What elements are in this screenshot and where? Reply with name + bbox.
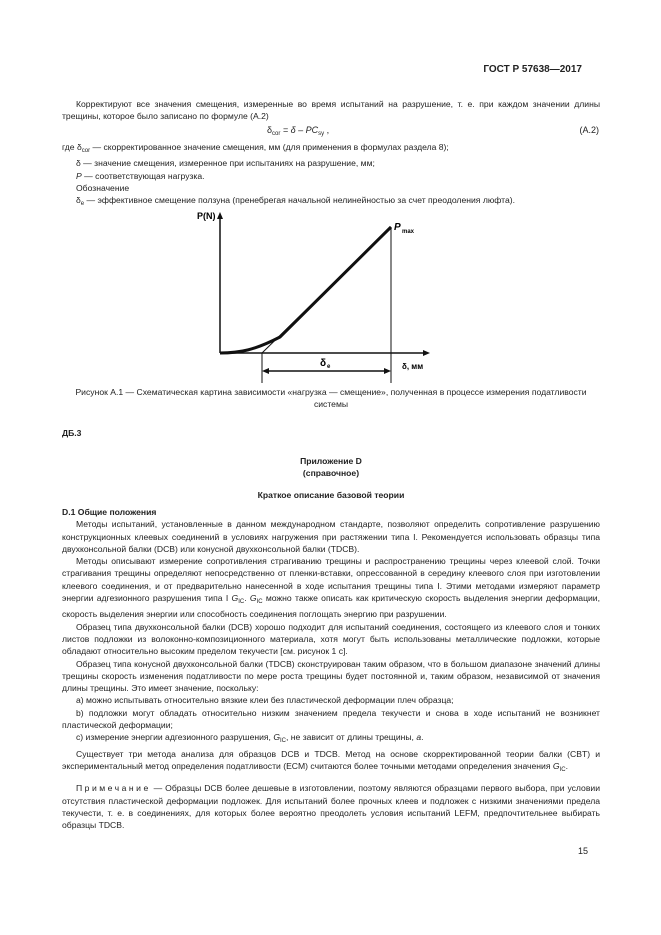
- formula-number: (А.2): [579, 125, 599, 135]
- list-item-c: c) измерение энергии адгезионного разрушения, $G_{IC}$, не зависит от длины трещины, a.: [76, 732, 424, 745]
- sub: IC: [559, 766, 566, 773]
- def-text: — соответствующая нагрузка.: [81, 170, 205, 181]
- formula-end: ,: [324, 125, 330, 135]
- text: , не зависит от длины трещины,: [286, 732, 417, 743]
- delta-e-label: δ: [320, 358, 327, 369]
- definition-delta: δ — значение смещения, измеренное при испытаниях на разрушение, мм;: [76, 158, 375, 169]
- g-symbol: G: [273, 732, 281, 743]
- paragraph: [62, 555, 600, 620]
- formula-lhs: δ: [267, 125, 273, 135]
- a-symbol: a: [416, 732, 422, 743]
- standard-header: ГОСТ Р 57638—2017: [483, 64, 582, 75]
- formula-lhs-sub: cor: [272, 131, 281, 137]
- y-axis-arrow: [217, 212, 223, 219]
- de-arrow-left: [262, 368, 269, 374]
- sym: δ: [76, 142, 82, 152]
- sub: IC: [256, 599, 263, 606]
- formula: [267, 125, 329, 137]
- appendix-heading: Краткое описание базовой теории: [257, 490, 405, 500]
- pmax-sub: max: [402, 229, 415, 235]
- page-number: 15: [578, 846, 589, 856]
- definition-dcor: [62, 141, 515, 157]
- text: c) измерение энергии адгезионного разрушения,: [76, 732, 274, 743]
- paragraph: Образец типа двухконсольной балки (DCB) хорошо подходит для испытаний соединения, состоящего из клеевого слоя и тонких листов подложки из волоконно-композиционного материала, хотя могут быть использованы металлические подложки, которые обладают относительно высоким пределом текучести [см. рисунок 1 с].: [62, 621, 600, 657]
- d1-section: [62, 506, 600, 831]
- text: Существует три метода анализа для образцов DCB и TDCB. Метод на основе скорректированной теории балки (CBT) и экспериментальный метод определения податливости (ECM) считаются более точными методами определения значения: [62, 748, 600, 771]
- tangent-line: [262, 227, 391, 353]
- def-text: — эффективное смещение ползуна (пренебрегая начальной нелинейностью за счет преодоления люфта).: [84, 195, 516, 206]
- sym: δ: [76, 195, 81, 206]
- delta-e-sub: e: [327, 364, 331, 370]
- note-label: Примечание: [76, 783, 151, 794]
- notation-label: Обозначение: [76, 182, 130, 193]
- x-axis-label: δ, мм: [402, 362, 424, 371]
- y-axis-label: P(N): [197, 211, 216, 221]
- note-text: — Образцы DCB более дешевые в изготовлении, поэтому являются образцами первого выбора, при условии отсутствия пластической деформации подложек. Для испытаний более прочных клеев и подложек с низкими значениями предела текучести, т. е. в соединениях, для которых более вероятно преодолеть условия испытаний LEFM, предпочтительнее выбирать образцы TDCB.: [62, 783, 600, 831]
- list-item-a: a) можно испытывать относительно вязкие клеи без пластической деформации плеч образца;: [76, 695, 454, 706]
- pmax-label: P: [394, 222, 401, 233]
- intro-paragraph: Корректируют все значения смещения, измеренные во время испытаний на разрушение, т. е. при каждом значении длины трещины, которое было записано по формуле (А.2): [62, 99, 600, 122]
- g-symbol: G: [249, 593, 257, 604]
- section-code: ДБ.3: [62, 428, 82, 438]
- text: Методы описывают измерение сопротивления страгиванию трещины и распространению трещины через клеевой слой. Точки страгивания трещины определяют непосредственно от пленки-вставки, опрессованной в середину клеевого слоя при изготовлении клеевого соединения, и от предварительно нанесенной в ходе испытания трещины типа I. Этими методами измеряют параметр энергии адгезионного разрушения типа I: [62, 556, 600, 604]
- paragraph: Методы испытаний, установленные в данном международном стандарте, позволяют определить сопротивление разрушению конструкционных клеевых соединений в условиях нагружения при растяжении типа I. Рекомендуется использовать образцы типа двухконсольной балки (DCB) или конусной двухконсольной балки (TDCB).: [62, 519, 600, 554]
- load-displacement-figure: [195, 205, 445, 385]
- sym-sub: e: [80, 201, 85, 208]
- sub: IC: [280, 738, 287, 745]
- appendix-subtitle: (справочное): [302, 468, 360, 478]
- figure-caption: Рисунок А.1 — Схематическая картина зависимости «нагрузка — смещение», полученная в процессе измерения податливости системы: [75, 387, 587, 410]
- note: [62, 782, 600, 831]
- appendix-title: Приложение D: [300, 456, 362, 466]
- paragraph: Образец типа конусной двухконсольной балки (TDCB) сконструирован таким образом, что в большом диапазоне значений длины трещины скорость изменения податливости по мере роста трещины будет постоянной и, таким образом, независимой от значения длины трещины. Это имеет значение, поскольку:: [62, 658, 600, 694]
- x-axis-arrow: [423, 350, 430, 356]
- load-curve: [220, 227, 391, 353]
- definition-p: [62, 170, 515, 182]
- g-symbol: G: [552, 760, 560, 771]
- def-text: — скорректированное значение смещения, мм (для применения в формулах раздела 8);: [90, 142, 449, 152]
- where-label: где: [62, 142, 75, 152]
- text: можно также описать как критическую скорость выделения энергии деформации, скорость выделения энергии или способность соединения поглощать энергию при разрушении.: [62, 593, 600, 620]
- sub: IC: [238, 599, 245, 606]
- definitions: [62, 141, 515, 210]
- formula-rhs: = δ – PC: [282, 125, 319, 135]
- list-item-b: b) подложки могут обладать относительно низким значением предела текучести и снова в ходе испытаний не возникнет пластической деформации;: [62, 707, 600, 731]
- paragraph: Существует три метода анализа для образцов DCB и TDCB. Метод на основе скорректированной теории балки (CBT) и экспериментальный метод определения податливости (ECM) считаются более точными методами определения значения $G_{IC}$.: [62, 748, 600, 773]
- sym: P: [76, 170, 82, 181]
- formula-rhs-sub: sy: [318, 131, 325, 137]
- de-arrow-right: [384, 368, 391, 374]
- d1-heading: D.1 Общие положения: [62, 507, 157, 517]
- sym-sub: cor: [81, 148, 91, 154]
- text: .: [244, 593, 250, 604]
- g-symbol: G: [231, 593, 239, 604]
